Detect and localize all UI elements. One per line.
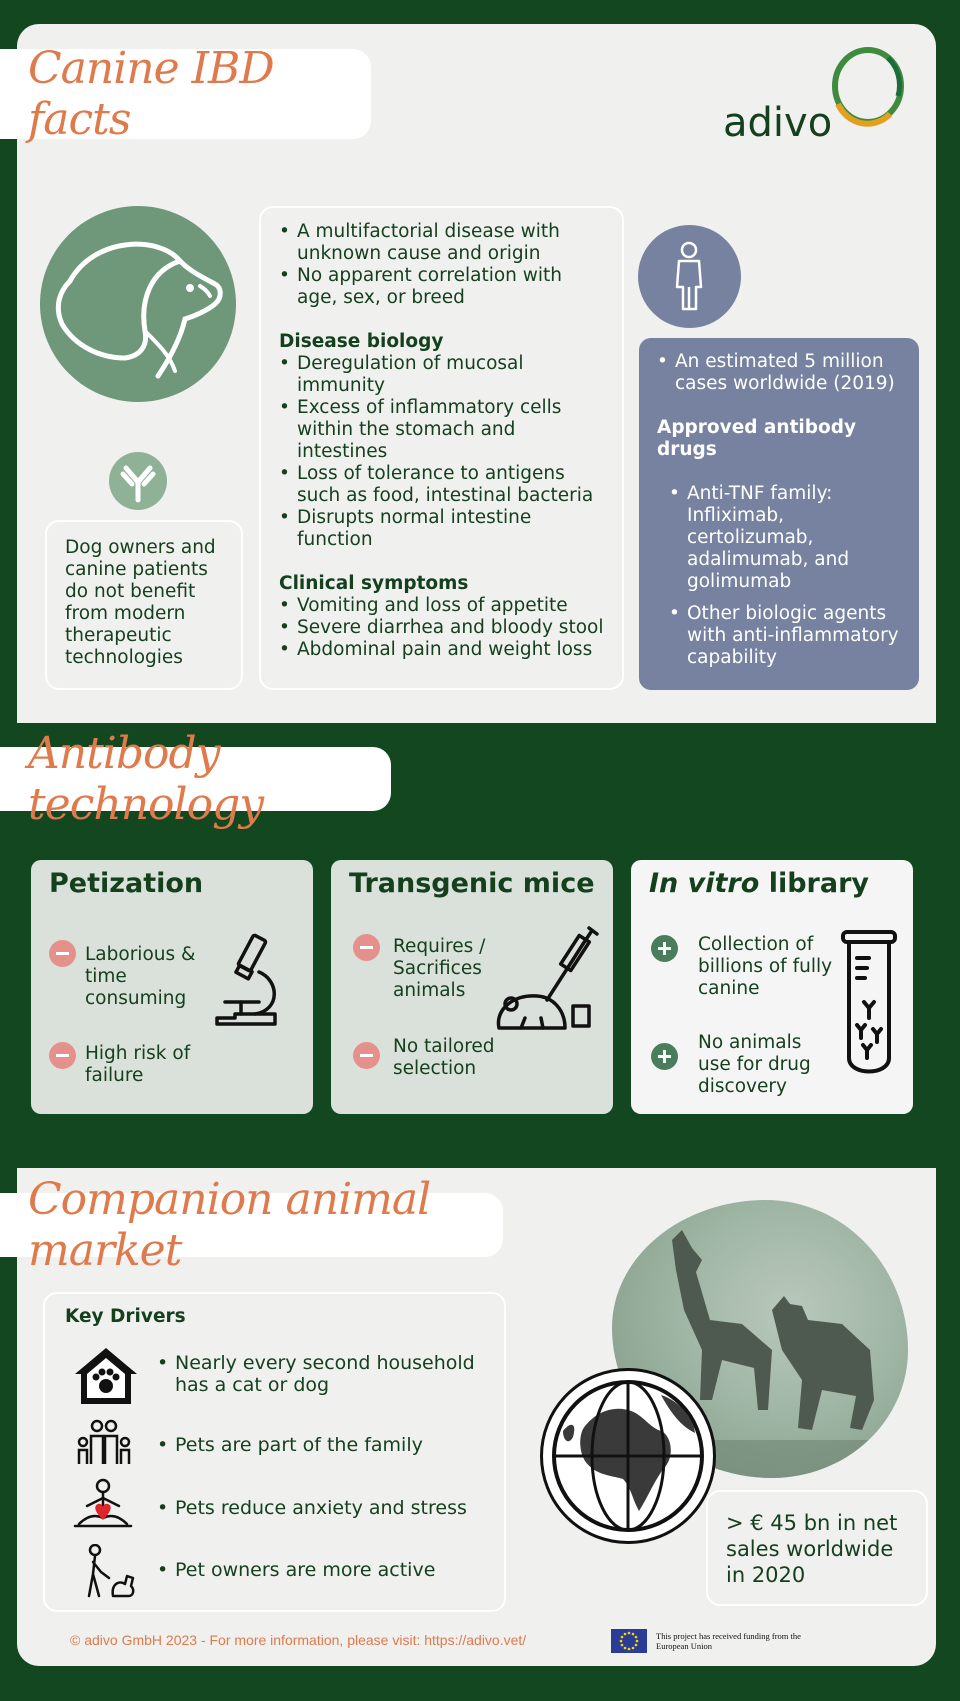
copyright-text[interactable]: © adivo GmbH 2023 - For more information, please visit: https://adivo.vet/ bbox=[70, 1632, 527, 1648]
drugs-heading: Approved antibody drugs bbox=[657, 417, 857, 460]
minus-icon bbox=[353, 1042, 380, 1069]
symptom-item: • Abdominal pain and weight loss bbox=[279, 639, 605, 661]
minus-icon bbox=[49, 940, 76, 967]
driver-item-text: • Pets are part of the family bbox=[157, 1434, 477, 1456]
symptoms-list bbox=[279, 595, 605, 661]
transgenic-title: Transgenic mice bbox=[349, 868, 595, 899]
biology-list bbox=[279, 353, 605, 551]
section-market-title: Companion animal market bbox=[28, 1174, 431, 1276]
section-market-tab bbox=[0, 1174, 503, 1276]
plus-icon bbox=[651, 935, 678, 962]
cases-list bbox=[657, 351, 907, 395]
adivo-logo[interactable] bbox=[720, 44, 910, 144]
biology-item: • Disrupts normal intestine function bbox=[279, 507, 605, 551]
market-size-card bbox=[706, 1490, 928, 1606]
antibody-badge bbox=[109, 452, 167, 510]
driver-item-text: • Pet owners are more active bbox=[157, 1559, 477, 1581]
drug-item: • Other biologic agents with anti-inflammatory capability bbox=[669, 603, 907, 669]
globe-icon bbox=[543, 1371, 713, 1541]
disease-facts-card bbox=[259, 206, 624, 690]
petization-title: Petization bbox=[49, 868, 204, 899]
human-badge bbox=[638, 225, 741, 328]
house-paw-icon bbox=[71, 1344, 141, 1406]
key-drivers-card bbox=[43, 1292, 506, 1612]
meditation-heart-icon bbox=[73, 1478, 133, 1530]
driver-item bbox=[157, 1497, 477, 1519]
invitro-title-italic: In vitro bbox=[649, 868, 760, 899]
invitro-card bbox=[631, 860, 913, 1114]
cases-item: • An estimated 5 million cases worldwide (2019) bbox=[657, 351, 907, 395]
fact-item: • A multifactorial disease with unknown cause and origin bbox=[279, 221, 605, 265]
owners-note-text: Dog owners and canine patients do not benefit from modern therapeutic technologies bbox=[65, 537, 216, 668]
section-ibd-tab bbox=[0, 43, 371, 145]
owners-note-card bbox=[45, 520, 243, 690]
petization-card bbox=[31, 860, 313, 1114]
eu-funding-note: This project has received funding from the European Union bbox=[656, 1631, 801, 1651]
biology-item: • Loss of tolerance to antigens such as food, intestinal bacteria bbox=[279, 463, 605, 507]
market-size-text: > € 45 bn in net sales worldwide in 2020 bbox=[726, 1511, 898, 1587]
transgenic-con: No tailored selection bbox=[393, 1036, 495, 1079]
transgenic-con: Requires / Sacrifices animals bbox=[393, 936, 486, 1001]
eu-flag-icon bbox=[611, 1629, 647, 1653]
drug-item: • Anti-TNF family: Infliximab, certolizumab, adalimumab, and golimumab bbox=[669, 483, 907, 593]
invitro-pro: No animals use for drug discovery bbox=[698, 1032, 811, 1097]
person-icon bbox=[638, 225, 741, 328]
symptom-item: • Severe diarrhea and bloody stool bbox=[279, 617, 605, 639]
fact-item: • No apparent correlation with age, sex, or breed bbox=[279, 265, 605, 309]
minus-icon bbox=[353, 934, 380, 961]
petization-con: High risk of failure bbox=[85, 1043, 191, 1086]
biology-item: • Deregulation of mucosal immunity bbox=[279, 353, 605, 397]
drugs-list bbox=[657, 483, 907, 669]
minus-icon bbox=[49, 1042, 76, 1069]
family-icon bbox=[75, 1418, 135, 1466]
general-facts-list bbox=[279, 221, 605, 309]
walker-dog-icon bbox=[79, 1544, 139, 1600]
invitro-pro: Collection of billions of fully canine bbox=[698, 934, 833, 999]
test-tube-icon bbox=[839, 930, 899, 1080]
biology-item: • Excess of inflammatory cells within the stomach and intestines bbox=[279, 397, 605, 463]
plus-icon bbox=[651, 1043, 678, 1070]
biology-heading: Disease biology bbox=[279, 331, 444, 352]
driver-item bbox=[157, 1559, 477, 1581]
section-ibd-title: Canine IBD facts bbox=[28, 43, 274, 145]
transgenic-card bbox=[331, 860, 613, 1114]
invitro-title bbox=[649, 868, 869, 899]
section-antibody-title: Antibody technology bbox=[28, 728, 264, 830]
driver-item bbox=[157, 1352, 477, 1396]
microscope-icon bbox=[215, 932, 295, 1032]
invitro-title-rest: library bbox=[759, 868, 869, 899]
logo-wordmark: adivo bbox=[723, 100, 833, 146]
symptom-item: • Vomiting and loss of appetite bbox=[279, 595, 605, 617]
globe-badge bbox=[540, 1368, 716, 1544]
driver-item bbox=[157, 1434, 477, 1456]
dog-head-icon bbox=[40, 206, 236, 402]
human-facts-box bbox=[639, 338, 919, 690]
antibody-icon bbox=[109, 452, 167, 510]
symptoms-heading: Clinical symptoms bbox=[279, 573, 469, 594]
driver-item-text: • Pets reduce anxiety and stress bbox=[157, 1497, 477, 1519]
mouse-syringe-icon bbox=[491, 926, 603, 1036]
petization-con: Laborious & time consuming bbox=[85, 944, 196, 1009]
key-drivers-heading: Key Drivers bbox=[65, 1306, 186, 1327]
section-antibody-tab bbox=[0, 728, 391, 830]
driver-item-text: • Nearly every second household has a cat or dog bbox=[157, 1352, 477, 1396]
dog-illustration bbox=[40, 206, 236, 402]
